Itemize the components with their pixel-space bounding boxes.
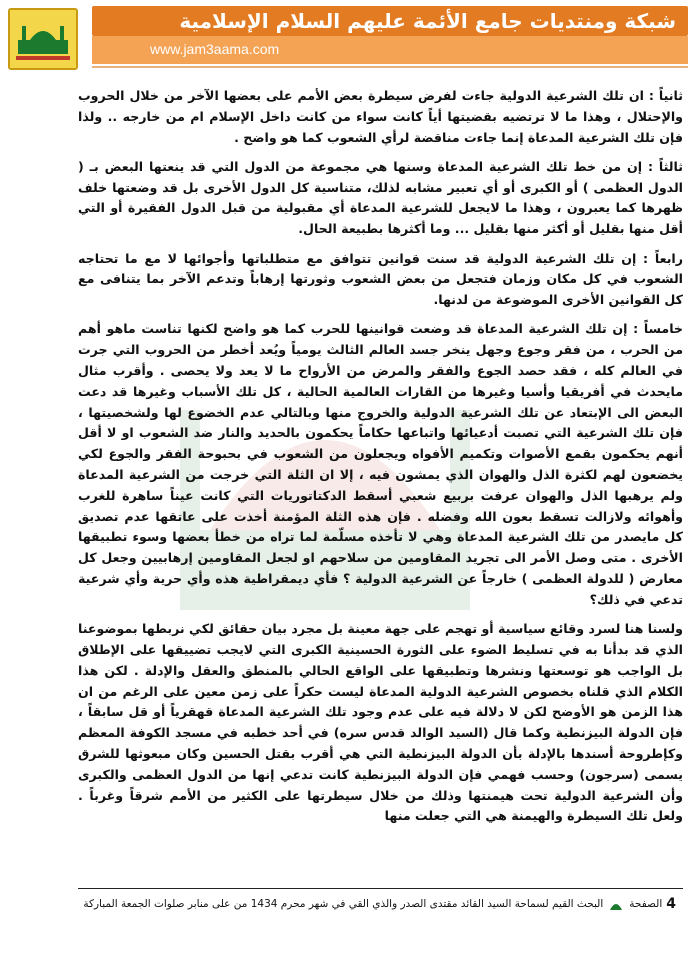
page-footer: [83, 896, 676, 912]
page-header: [0, 0, 698, 78]
paragraph-second: ثانياً : ان تلك الشرعية الدولية جاءت لفرض سيطرة بعض الأمم على بعضها الآخر من خلال الحروب والإحتلال ، وهذا ما لا ترتضيه بقضيتها أياً كانت سواء من كانت داخل الإسلام ام من خارجه .. ولذا فإن تلك الشرعية المدعاة إنما جاءت مناقضة لرأي الشعوب كما هو واضح .: [78, 88, 683, 145]
site-url-link[interactable]: www.jam3aama.com: [150, 41, 280, 57]
page-label: الصفحة: [629, 898, 663, 910]
paragraph-third: ثالثاً : إن من خط تلك الشرعية المدعاة وسنها هي مجموعة من الدول التي قد ينعتها البعض بـ ( الدول العظمى ) أو الكبرى أو أي تعبير مشابه لذلك، متناسية كل الدول الأخرى بل قد وضعتها خلف ظهرها كما يعبرون ، وهذا ما لايجعل للشرعية المدعاة أي مقبولية من قبل الدول الفقيرة أو التي أقل منها بقليل أو أكثر منها بقليل ... وما أكثرها بطبيعة الحال.: [78, 158, 683, 237]
footer-text: البحث القيم لسماحة السيد القائد مقتدى الصدر والذي القي في شهر محرم 1434 من على منابر صلوات الجمعة المباركة: [83, 898, 604, 910]
header-divider: [92, 66, 688, 68]
page-number: 4: [666, 896, 676, 912]
paragraph-conclusion: ولسنا هنا لسرد وقائع سياسية أو تهجم على جهة معينة بل مجرد بيان حقائق لكي نربطها بموضوعنا الذي قد بدأنا به في تسليط الضوء على الثورة الحسينية الكبرى التي لايجب تضييقها على الإطلاق بل الواجب هو توسعتها ونشرها وتطبيقها على الواقع الحالي بالمنطق والعقل والإدلة . لكن هذا الكلام الذي قلناه بخصوص الشرعية الدولية المدعاة ليست حكراً على زمن معين على الرغم من ان هذا الزمن هو الأوضح لكن لا دلالة فيه على عدم وجود تلك الشرعية المدعاة قهقرياً أو قل سابقاً ، فإن الدولة البيزنطية وكما قال (السيد الوالد قدس سره) في أحد خطبه في مسجد الكوفة المعظم وكإطروحة أسندها بالإدلة بأن الدولة البيزنطية التي هي أقرب بقتل الحسين وكان مبعوثها للشرق يسمى (سرجون) وحسب فهمي فإن الدولة البيزنطية كانت تدعي إنها من الدول العظمى والكبرى وأن الشرعية الدولية تحت هيمنتها وذلك من خلال سيطرتها على الكثير من الأمم شرقاً وغرباً . ولعل تلك السيطرة والهيمنة هي التي جعلت منها: [78, 621, 683, 824]
site-title: شبكة ومنتديات جامع الأئمة عليهم السلام الإسلامية: [179, 9, 676, 33]
mosque-small-icon: [607, 898, 625, 910]
paragraph-fifth: خامساً : إن تلك الشرعية المدعاة قد وضعت قوانينها للحرب كما هو واضح لكنها تناست ماهو أهم من الحرب ، من فقر وجوع وجهل ينخر جسد العالم الثالث يومياً ويُعد أخطر من الحروب التي جرت في العالم كله ، فقد حصد الجوع والفقر والمرض من الأرواح ما لا يعد ولا يحصى . وأقرب مثال مايحدث في أفريقيا وأسيا وغيرها من القارات العالمية الحالية ، كل تلك الأسباب وغيرها قد دعت البعض الى الإبتعاد عن تلك الشرعية الدولية والخروج منها وبالتالي عدم الخضوع لها ولشخصيتها ، فإن تلك الشرعية التي تصبت أدعيائها واتباعها حكاماً يحكمون بالحديد والنار ضد الشعوب او لا أقل أنهم يحكمون بقمع الأصوات وتكميم الأفواه ويجعلون من الشعوب في بحبوحة الفقر والجوع لكي يخضعون لهم لكثرة الذل والهوان الذي يمشون فيه ، إلا ان الثلة التي خرجت من الشرعية المدعاة ولم يرهبها الذل والهوان عرفت بربيع شعبي أسقط الدكتاتوريات التي كانت عيناً ساهرة للغرب وأهوائه ولازالت تسقط بعون الله وفضله . فإن هذه الثلة المؤمنة أخذت على عاتقها عدم تصديق كل مايصدر من تلك الشرعية المدعاة وهي لا تأخذه مسلّمة لما تراه من خطأ بعضها وسوء تطبيقها الأخرى . متى وصل الأمر الى تجريد المقاومين من سلاحهم او لجعل المقاومين إرهابيين وجعل كل معارض ( للدولة العظمى ) خارجاً عن الشرعية الدولية ؟ فأي ديمقراطية هذه وأي حرية وأي شرعية تدعي في ذلك؟: [78, 321, 683, 607]
footer-divider: [78, 888, 683, 889]
article-body: [78, 86, 683, 836]
mosque-logo-icon: [8, 8, 78, 70]
paragraph-fourth: رابعاً : إن تلك الشرعية الدولية قد سنت قوانين تتوافق مع متطلباتها وأجوائها لا مع ما تحتاجه الشعوب في كل مكان وزمان فتجعل من بعض الشعوب وثورتها إرهاباً وتدعم الآخر بما يتنافى مع كل القوانين الأخرى الموضوعة من لدنها.: [78, 250, 683, 308]
